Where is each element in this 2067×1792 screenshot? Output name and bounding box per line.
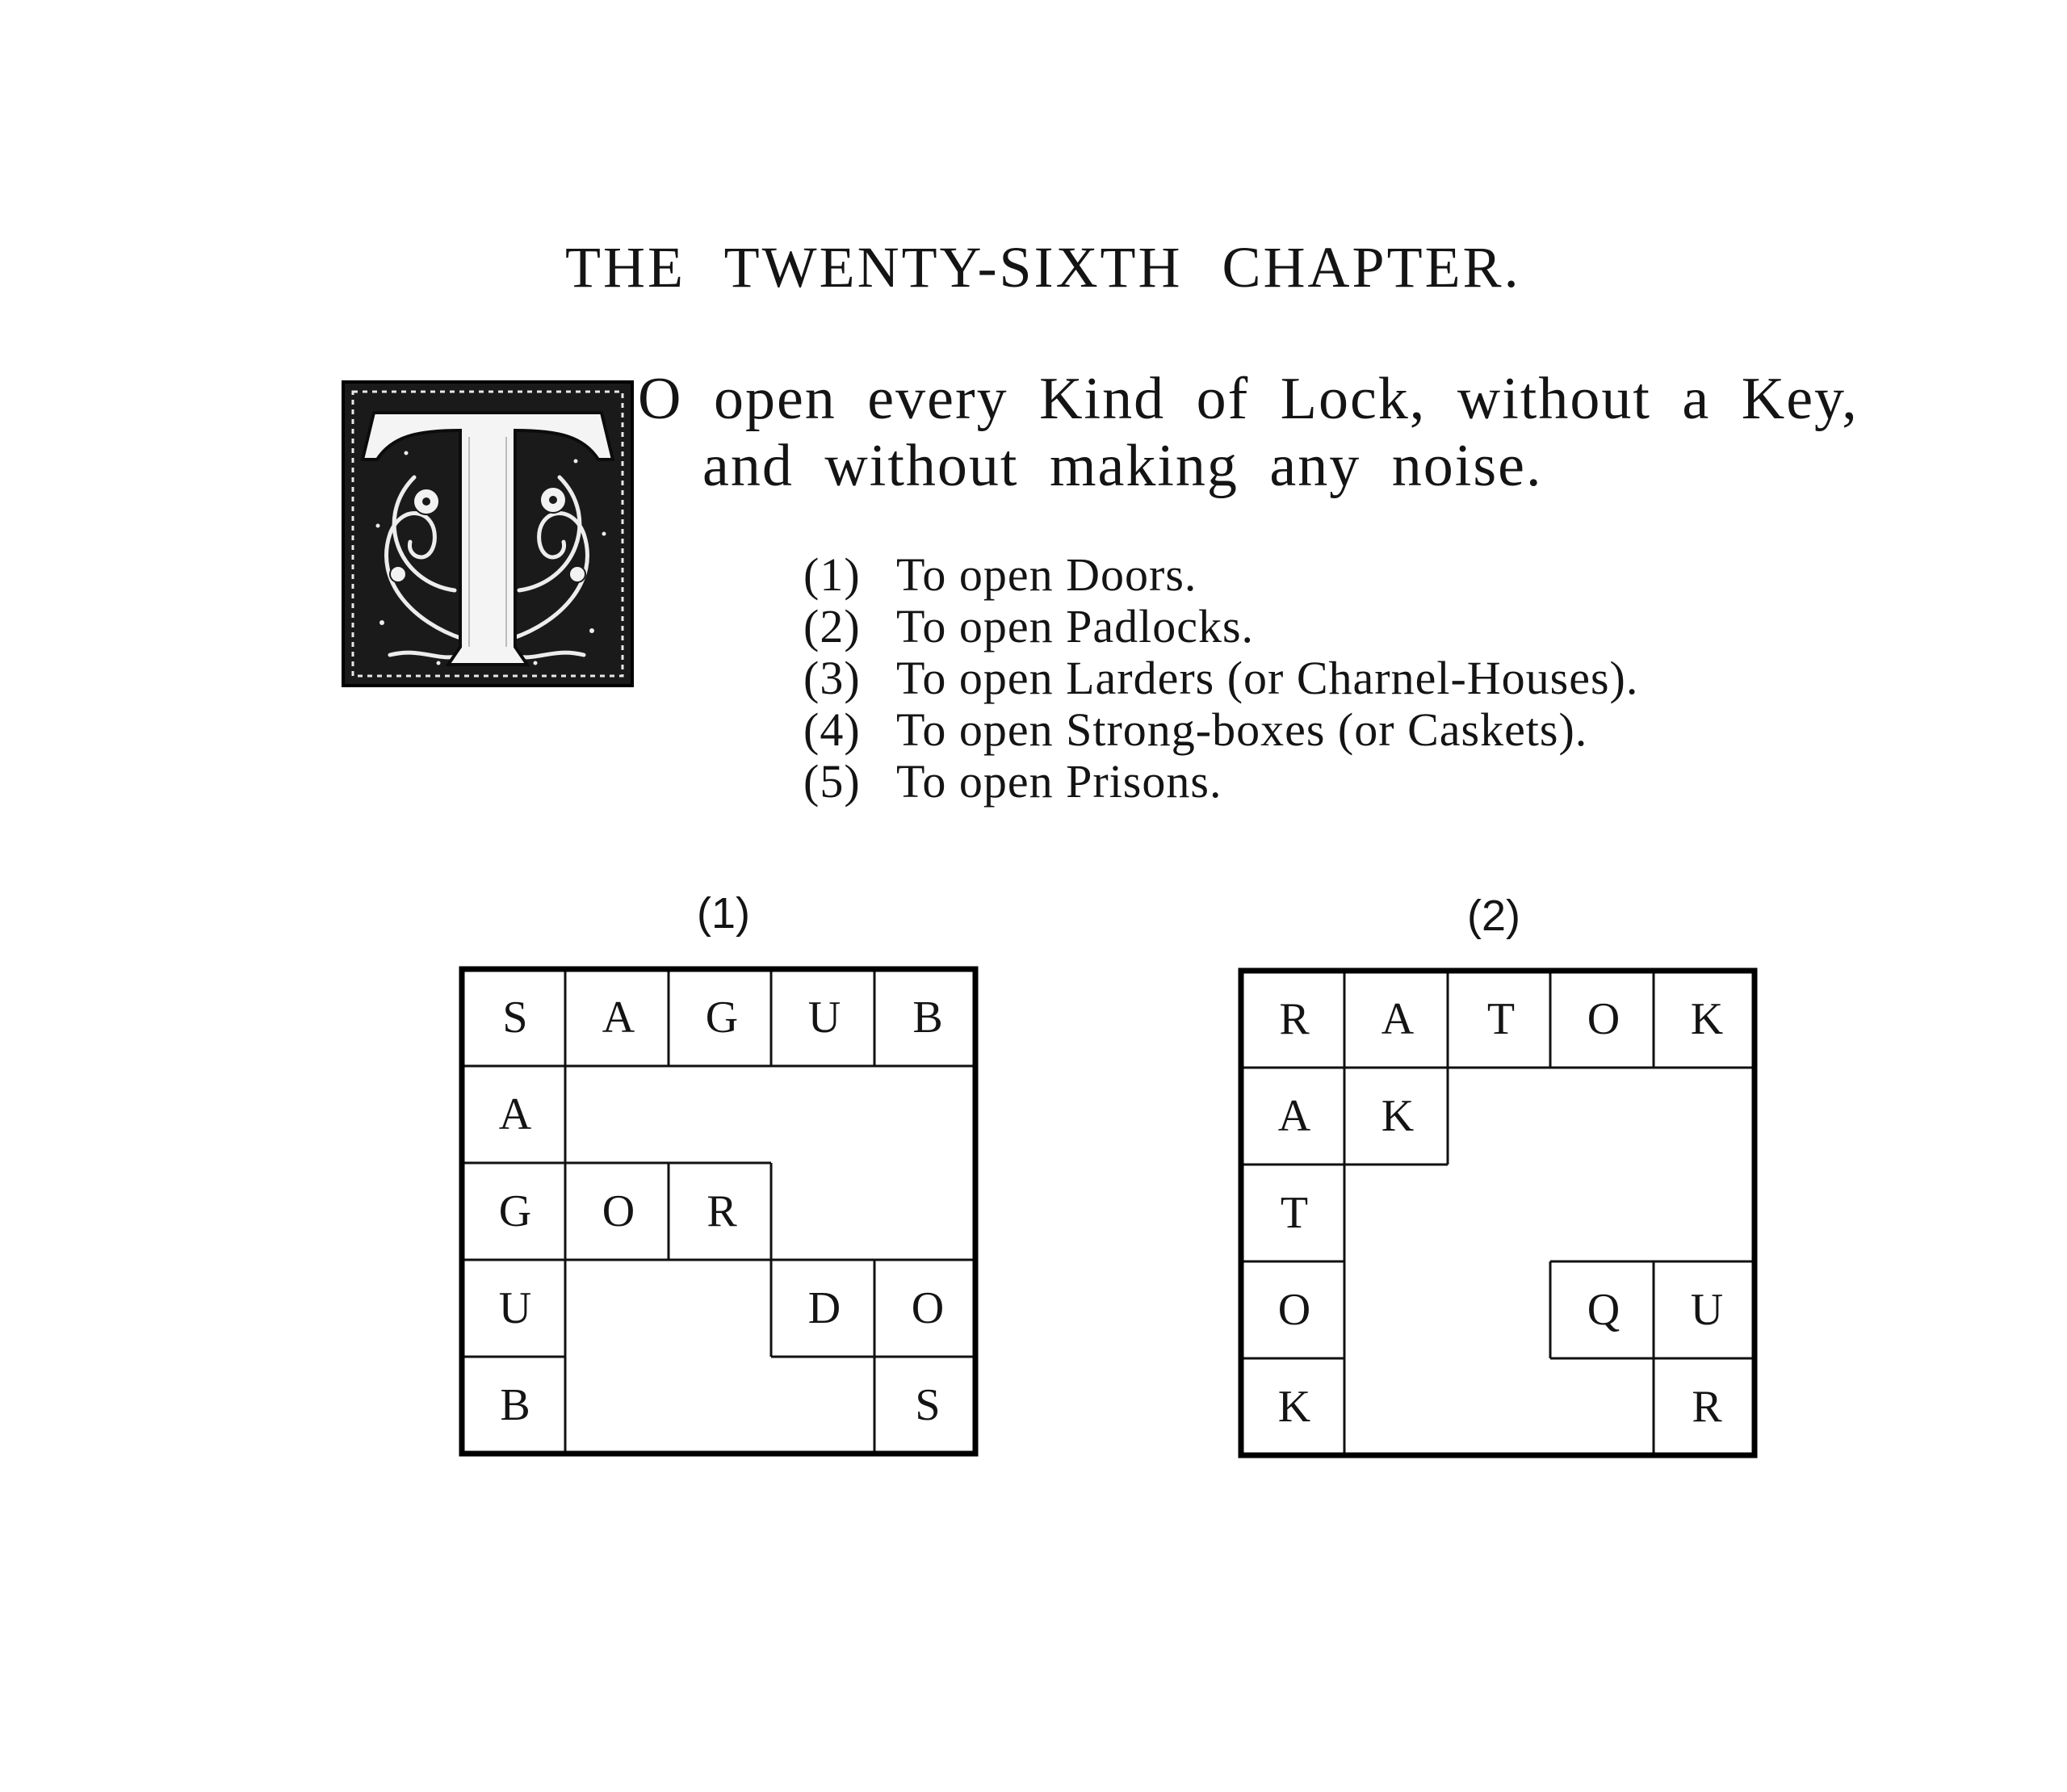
chapter-heading: THE TWENTY-SIXTH CHAPTER. — [565, 235, 1521, 300]
title-line-1-text: O open every Kind of Lock, without a Key, — [638, 366, 1859, 432]
grid-cell-letter: A — [602, 993, 635, 1043]
grid-cell-letter: B — [912, 993, 943, 1043]
grid-cell-letter: R — [706, 1186, 737, 1236]
grid-cell-letter: U — [807, 993, 841, 1043]
figure-1-label: (1) — [697, 889, 750, 938]
letter-grid-figure-1 — [460, 965, 977, 1458]
grid-cell-letter: K — [1381, 1091, 1415, 1141]
list-item-number: (3) — [803, 652, 861, 704]
figure-2-label: (2) — [1467, 892, 1520, 940]
grid-cell-letter: G — [705, 993, 739, 1043]
list-item-number: (5) — [803, 755, 861, 808]
grid-cell-letter: S — [915, 1380, 941, 1430]
list-item — [803, 599, 1254, 653]
list-item — [803, 703, 1587, 757]
list-item-number: (1) — [803, 548, 861, 601]
grid-cell-letter: U — [1690, 1285, 1724, 1335]
list-item — [803, 548, 1197, 602]
list-item — [803, 651, 1638, 705]
list-item-number: (2) — [803, 600, 861, 653]
grid-cell-letter: K — [1277, 1382, 1311, 1432]
grid-cell-letter: D — [807, 1283, 841, 1333]
grid-cell-letter: T — [1486, 994, 1516, 1044]
list-item-text: To open Padlocks. — [896, 600, 1255, 653]
grid-cell-letter: A — [1381, 994, 1415, 1044]
grid-cell-letter: R — [1279, 994, 1310, 1044]
grid-cell-letter: S — [502, 993, 528, 1043]
grid-cell-letter: O — [911, 1283, 945, 1333]
list-item — [803, 754, 1222, 808]
decorated-initial-image — [342, 380, 634, 687]
section-title-line-1 — [638, 365, 1859, 434]
list-item-text: To open Prisons. — [896, 755, 1222, 808]
grid-cell-letter: R — [1692, 1382, 1722, 1432]
grid-cell-letter: O — [602, 1186, 635, 1236]
grid-cell-letter: U — [498, 1283, 532, 1333]
grid-cell-letter: B — [500, 1380, 530, 1430]
grid-cell-letter: O — [1587, 994, 1620, 1044]
list-item-text: To open Doors. — [896, 548, 1197, 601]
grid-cell-letter: O — [1277, 1285, 1311, 1335]
list-item-text: To open Strong-boxes (or Caskets). — [896, 703, 1588, 756]
section-title-line-2: and without making any noise. — [702, 433, 1543, 499]
letter-grid-figure-2 — [1239, 967, 1756, 1459]
list-item-text: To open Larders (or Charnel-Houses). — [896, 652, 1639, 704]
grid-cell-letter: Q — [1587, 1285, 1620, 1335]
grid-cell-letter: K — [1690, 994, 1724, 1044]
list-item-number: (4) — [803, 703, 861, 756]
grid-cell-letter: G — [498, 1186, 532, 1236]
decorated-initial-t-ornament — [342, 380, 634, 687]
grid-cell-letter: A — [498, 1089, 532, 1139]
grid-cell-letter: T — [1280, 1188, 1309, 1238]
grid-cell-letter: A — [1277, 1091, 1311, 1141]
